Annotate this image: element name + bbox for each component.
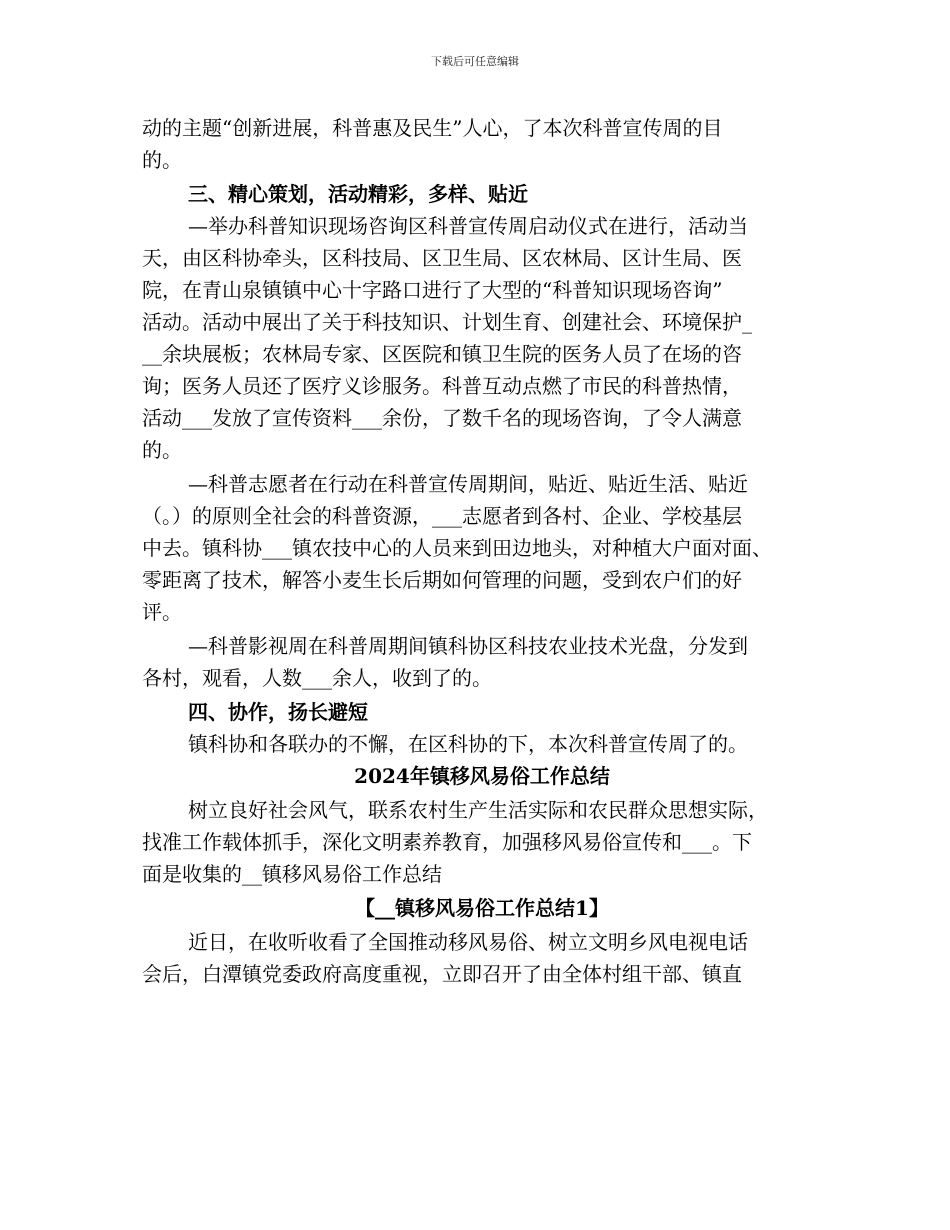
paragraph-line: __余块展板；农林局专家、区医院和镇卫生院的医务人员了在场的咨	[142, 342, 742, 366]
paragraph-line: 中去。镇科协___镇农技中心的人员来到田边地头，对种植大户面对面、	[142, 536, 772, 560]
section-heading: 【__镇移风易俗工作总结1】	[355, 896, 609, 920]
paragraph-line: 会后，白潭镇党委政府高度重视，立即召开了由全体村组干部、镇直	[142, 962, 742, 986]
paragraph-line: 的。	[142, 438, 182, 462]
paragraph-line: 零距离了技术，解答小麦生长后期如何管理的问题，受到农户们的好	[142, 568, 742, 592]
paragraph-line: 找准工作载体抓手，深化文明素养教育，加强移风易俗宣传和___。下	[142, 830, 752, 854]
paragraph-line: （。）的原则全社会的科普资源，___志愿者到各村、企业、学校基层	[142, 504, 742, 528]
section-heading: 三、精心策划，活动精彩，多样、贴近	[188, 182, 528, 206]
paragraph-line: 询；医务人员还了医疗义诊服务。科普互动点燃了市民的科普热情，	[142, 374, 742, 398]
document-body	[142, 112, 822, 990]
paragraph-line: 的。	[142, 148, 182, 172]
paragraph-line: 面是收集的__镇移风易俗工作总结	[142, 862, 442, 886]
paragraph-line: 活动___发放了宣传资料___余份，了数千名的现场咨询，了令人满意	[142, 406, 742, 430]
paragraph-line: —科普志愿者在行动在科普宣传周期间，贴近、贴近生活、贴近	[188, 472, 748, 496]
paragraph-line: 天，由区科协牵头，区科技局、区卫生局、区农林局、区计生局、医	[142, 246, 742, 270]
section-heading: 四、协作，扬长避短	[188, 700, 368, 724]
paragraph-line: —举办科普知识现场咨询区科普宣传周启动仪式在进行，活动当	[188, 214, 748, 238]
page-header: 下载后可任意编辑	[431, 55, 519, 68]
paragraph-line: 近日，在收听收看了全国推动移风易俗、树立文明乡风电视电话	[188, 930, 748, 954]
paragraph-line: 活动。活动中展出了关于科技知识、计划生育、创建社会、环境保护_	[142, 310, 752, 334]
paragraph-line: —科普影视周在科普周期间镇科协区科技农业技术光盘，分发到	[188, 634, 748, 658]
paragraph-line: 动的主题“创新进展，科普惠及民生”人心，了本次科普宣传周的目	[142, 116, 723, 140]
paragraph-line: 评。	[142, 600, 182, 624]
paragraph-line: 院，在青山泉镇镇中心十字路口进行了大型的“科普知识现场咨询”	[142, 278, 723, 302]
paragraph-line: 各村，观看，人数___余人，收到了的。	[142, 666, 492, 690]
paragraph-line: 树立良好社会风气，联系农村生产生活实际和农民群众思想实际，	[188, 798, 768, 822]
section-heading: 2024年镇移风易俗工作总结	[354, 764, 610, 788]
paragraph-line: 镇科协和各联办的不懈，在区科协的下，本次科普宣传周了的。	[188, 732, 748, 756]
